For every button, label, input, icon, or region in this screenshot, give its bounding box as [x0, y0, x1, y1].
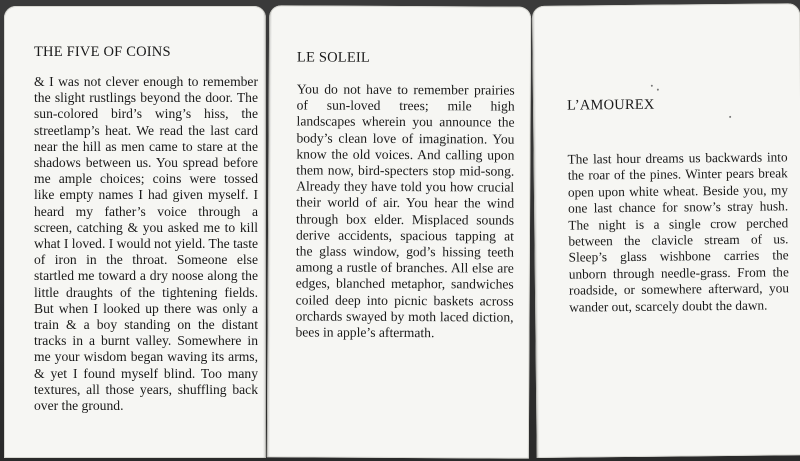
- card-edge-shadow: [263, 6, 266, 458]
- card-title: THE FIVE OF COINS: [34, 44, 171, 60]
- card-poem-text: & I was not clever enough to remember the slight rustlings beyond the door. The sun-colored bird’s wing’s hiss, the streetlamp’s heat. We read the last card near the hill as men came to stare at the shadows between us. You spread before me ample choices; coins were tossed like empty names I had given myself. I heard my father’s voice through a screen, catching & you asked me to kill what I loved. I would not yield. The taste of iron in the throat. Someone else startled me toward a dry noose along the little draughts of the tightening fields. But when I looked up there was only a train & a boy standing on the distant tracks in a burnt valley. Somewhere in me your wisdom began waving its arms, & yet I found myself blind. Too many textures, all those years, shuffling back over the ground.: [34, 74, 258, 414]
- dust-speck: [651, 85, 653, 87]
- card-poem-text: The last hour dreams us backwards into the roar of the pines. Winter pears break open upon white wheat. Beside you, my one last chance for snow’s stray hush. The night is a single crow perched between the clavicle stream of us. Sleep’s glass wishbone carries the unborn through needle-grass. From the roadside, or somewhere afterward, you wander out, scarcely doubt the dawn.: [567, 149, 790, 315]
- card-lamourex: [532, 3, 800, 458]
- card-title: LE SOLEIL: [296, 49, 371, 66]
- card-poem-text: You do not have to remember prairies of sun-loved trees; mile high landscapes wherein you announce the body’s clean love of imagination. You know the old voices. And calling upon them now, bird-specters stop mid-song. Already they have told you how crucial their world of air. You hear the wind through box elder. Misplaced sounds derive accidents, spacious tapping at the glass window, god’s hissing teeth among a rustle of branches. All else are edges, blanched metaphor, sandwiches coiled deep into picnic baskets across orchards swayed by moth laced diction, bees in apple’s aftermath.: [295, 81, 515, 341]
- card-edge-shadow: [532, 6, 540, 458]
- dust-speck: [729, 116, 731, 118]
- card-le-soleil: [267, 5, 531, 458]
- dust-speck: [657, 89, 659, 91]
- card-edge-shadow: [267, 5, 272, 457]
- card-title: L’AMOUREX: [566, 96, 655, 114]
- card-five-of-coins: [4, 6, 266, 458]
